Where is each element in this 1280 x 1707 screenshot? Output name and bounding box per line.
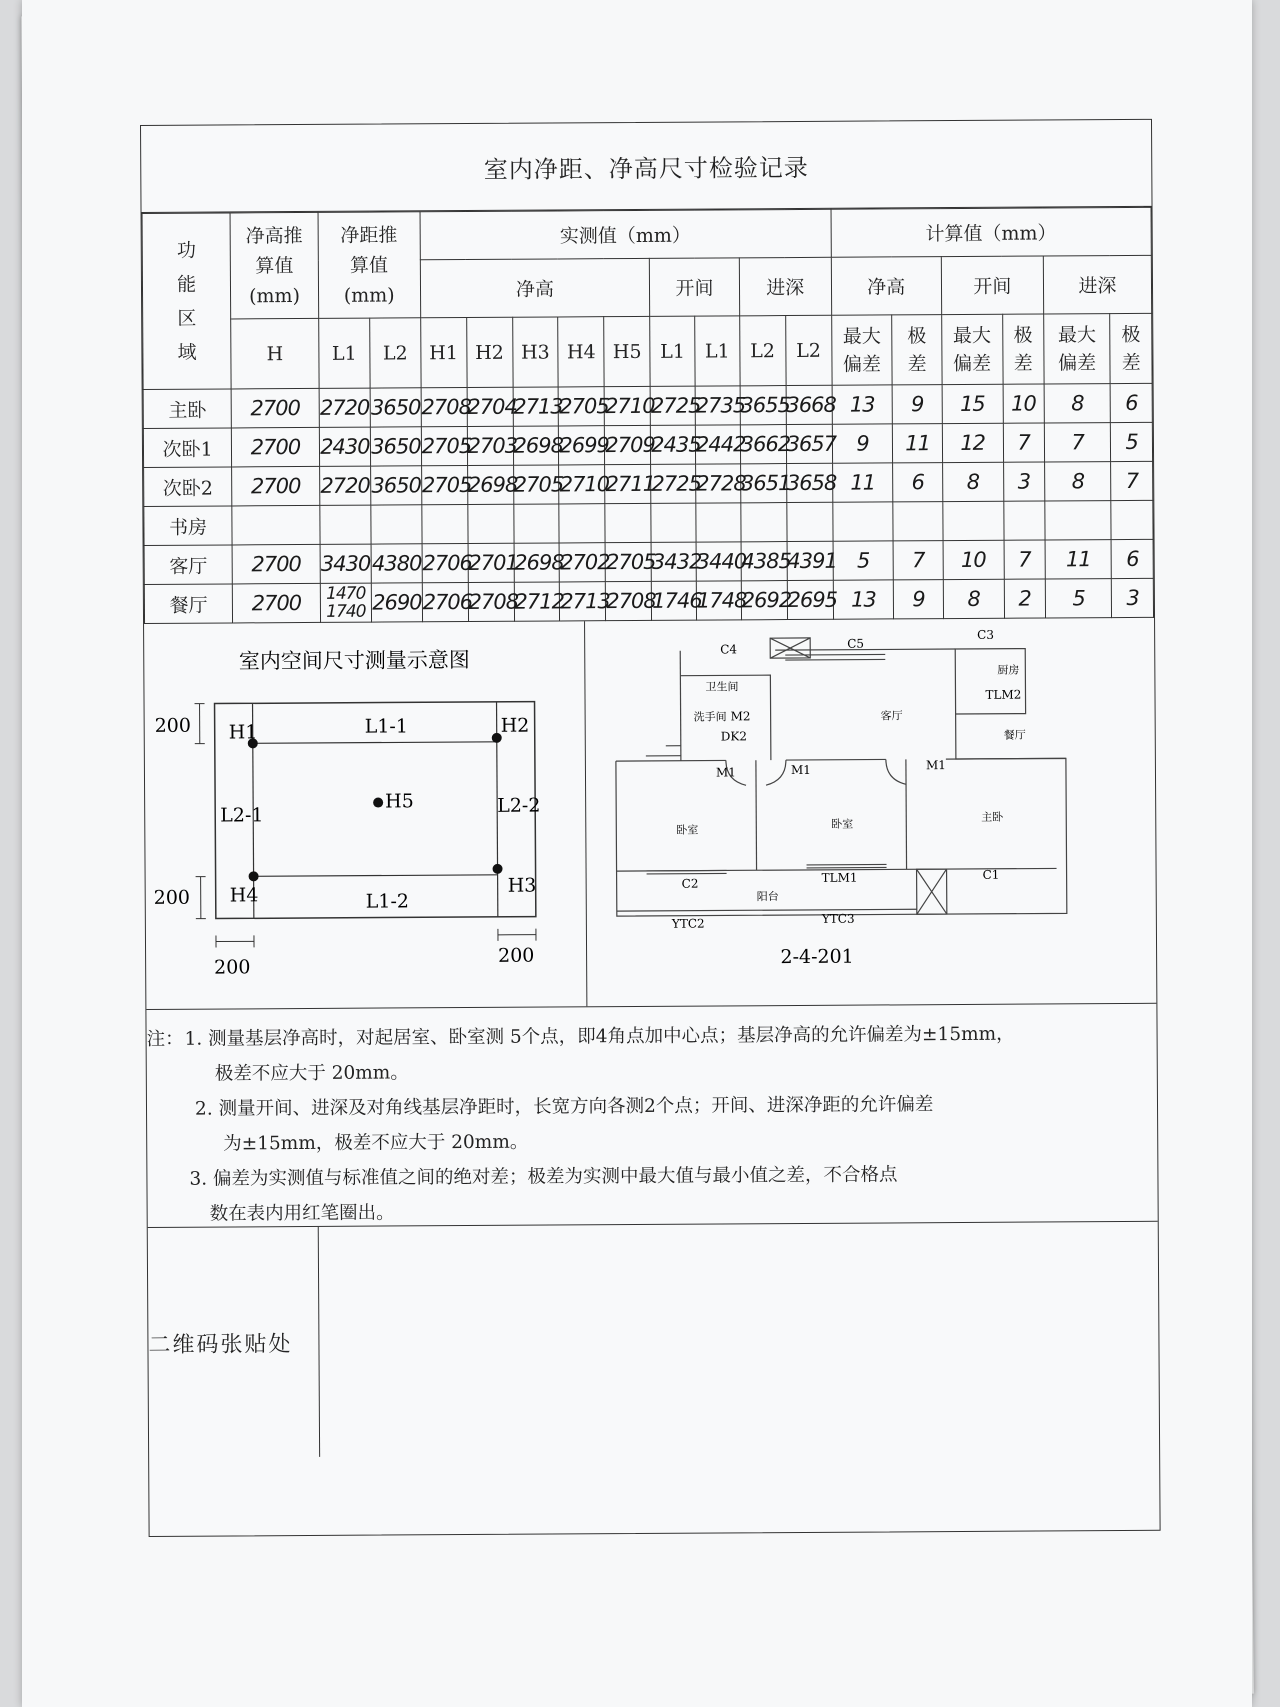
area-cell: 次卧1 [143,428,232,468]
value-cell: 2725 [651,464,696,503]
value-cell: 10 [943,540,1004,579]
value-cell: 2728 [696,464,741,503]
value-cell: 2720 [319,466,371,505]
value-cell: 2735 [695,386,740,425]
value-cell [1045,501,1112,540]
area-cell: 书房 [144,506,233,546]
value-cell: 3440 [696,542,741,581]
fp-c4: C4 [720,642,738,657]
value-cell: 7 [1003,423,1045,462]
max-dev-header: 最大 偏差 [831,315,892,385]
value-cell: 6 [893,463,943,502]
value-cell: 3650 [371,427,422,466]
area-cell: 客厅 [144,545,233,585]
fp-c1: C1 [982,867,1000,882]
h5-label: H5 [385,790,414,813]
measurement-diagram-svg [144,621,586,1009]
value-cell: 3650 [370,388,421,427]
value-cell: 15 [942,384,1003,423]
col-header: H [231,318,319,389]
value-cell: 2708 [421,388,467,427]
value-cell: 2698 [514,543,560,582]
measured-height-header: 净高 [420,258,650,317]
value-cell: 2442 [695,425,740,464]
value-cell: 2708 [468,582,514,621]
value-cell: 1746 [652,581,697,620]
value-cell: 11 [893,424,943,463]
value-cell: 2702 [560,543,606,582]
value-cell [893,502,943,541]
l22-label: L2-2 [497,794,541,817]
qr-section [148,1222,1159,1458]
value-cell: 4385 [741,542,787,581]
range-header: 极 差 [1110,313,1152,383]
table-row [144,578,1153,623]
floor-plan [585,618,1156,1006]
value-cell: 2700 [231,388,318,428]
value-cell: 12 [942,423,1003,462]
value-cell [232,505,319,545]
value-cell: 2709 [605,425,651,464]
col-header: H1 [420,318,466,388]
area-header: 功 能 区 域 [142,213,231,390]
col-header: L1 [318,318,370,388]
value-cell [741,503,787,542]
col-header: H4 [558,317,604,387]
fp-c5: C5 [847,636,865,651]
value-cell [605,503,651,542]
value-cell: 2700 [233,583,320,623]
value-cell: 2690 [372,583,423,622]
value-cell: 1748 [696,581,741,620]
value-cell: 3651 [740,464,786,503]
value-cell: 2695 [787,580,833,619]
value-cell: 2700 [232,544,319,584]
value-cell: 2698 [467,465,513,504]
value-cell: 3657 [786,424,832,463]
value-cell: 2435 [651,425,696,464]
value-cell: 3658 [786,463,832,502]
measurement-table [142,207,1154,624]
area-cell: 次卧2 [144,467,233,507]
value-cell: 13 [833,580,894,619]
note-3b: 数在表内用红笔圈出。 [209,1202,395,1225]
range-header: 极 差 [1002,314,1044,384]
fp-dining: 餐厅 [1003,728,1026,742]
value-cell [1111,500,1153,539]
value-cell: 7 [893,541,943,580]
value-cell: 13 [832,385,893,424]
value-cell: 2720 [319,388,371,427]
fp-master: 主卧 [981,810,1004,824]
value-cell [832,502,893,541]
value-cell: 2701 [468,543,514,582]
value-cell: 2704 [467,387,513,426]
value-cell: 2430 [319,427,371,466]
value-cell: 2713 [513,387,559,426]
value-cell: 2699 [559,426,605,465]
value-cell: 4391 [787,541,833,580]
fp-tlm2: TLM2 [985,687,1022,702]
fp-wash: 洗手间 [693,710,727,724]
diagram-title: 室内空间尺寸测量示意图 [238,647,470,674]
diagram-section [144,618,1156,1010]
value-cell: 2705 [421,427,467,466]
value-cell: 8 [1044,384,1111,423]
note-3a: 3. 偏差为实测值与标准值之间的绝对差；极差为实测中最大值与最小值之差，不合格点 [189,1164,898,1190]
h3-label: H3 [507,874,537,897]
inspection-form [140,119,1161,1537]
fp-kitchen: 厨房 [997,663,1020,677]
fp-m1a: M1 [715,765,736,780]
value-cell [467,504,513,543]
value-cell [696,503,741,542]
value-cell: 2712 [514,582,560,621]
dim-200-bottom: 200 [153,886,191,909]
measured-header: 实测值（mm） [420,209,831,260]
col-header: H2 [466,317,512,387]
value-cell: 8 [1044,462,1111,501]
fp-dk2: DK2 [720,729,748,744]
value-cell: 11 [1045,540,1112,579]
height-est-header: 净高推 算值 (mm) [230,212,318,319]
dist-est-header: 净距推 算值 (mm) [318,212,421,319]
calc-depth-header: 进深 [1043,255,1151,314]
calc-height-header: 净高 [831,257,942,316]
measured-bay-header: 开间 [650,258,740,317]
col-header: H5 [604,316,650,386]
dim-200-left: 200 [214,956,251,979]
value-cell: 3 [1003,462,1045,501]
value-cell: 3 [1112,578,1154,617]
value-cell [943,501,1004,540]
value-cell: 7 [1004,540,1046,579]
value-cell: 10 [1003,384,1045,423]
note-2a: 2. 测量开间、进深及对角线基层净距时，长宽方向各测2个点；开间、进深净距的允许偏差 [194,1094,934,1120]
value-cell: 2705 [513,465,559,504]
value-cell: 2711 [605,464,651,503]
value-cell: 2706 [422,544,468,583]
h4-label: H4 [229,884,259,907]
col-header: L2 [785,315,831,385]
value-cell: 5 [1111,422,1153,461]
value-cell: 6 [1111,383,1153,422]
value-cell: 2703 [467,426,513,465]
value-cell: 7 [1111,461,1153,500]
value-cell [513,504,559,543]
max-dev-header: 最大 偏差 [941,314,1002,384]
value-cell: 2713 [560,582,606,621]
note-2b: 为±15mm，极差不应大于 20mm。 [223,1131,529,1155]
value-cell [371,505,422,544]
value-cell: 3432 [651,542,696,581]
value-cell: 1470 1740 [320,583,372,622]
calculated-header: 计算值（mm） [831,207,1152,257]
value-cell [1003,501,1045,540]
value-cell [422,505,468,544]
form-title: 室内净距、净高尺寸检验记录 [141,120,1152,213]
l21-label: L2-1 [220,804,264,827]
value-cell: 3650 [371,466,422,505]
value-cell: 8 [942,462,1003,501]
col-header: L2 [739,316,785,386]
value-cell: 9 [894,580,944,619]
value-cell: 3662 [740,425,786,464]
max-dev-header: 最大 偏差 [1044,314,1111,384]
col-header: H3 [512,317,558,387]
fp-c2: C2 [681,876,699,891]
value-cell: 3668 [786,385,832,424]
area-cell: 主卧 [143,389,232,429]
area-cell: 餐厅 [144,584,233,624]
value-cell: 3655 [740,386,786,425]
value-cell: 6 [1112,539,1154,578]
measurement-diagram [144,621,587,1009]
h2-label: H2 [500,714,530,737]
note-1a: 1. 测量基层净高时，对起居室、卧室测 5个点，即4角点加中心点；基层净高的允许偏差为±15mm， [184,1023,1015,1050]
qr-label: 二维码张贴处 [148,1227,320,1458]
value-cell: 11 [832,463,893,502]
table-row [143,383,1152,428]
fp-ytc2: YTC2 [671,916,705,931]
value-cell: 2698 [513,426,559,465]
fp-caption: 2-4-201 [780,945,854,969]
measured-depth-header: 进深 [739,257,831,316]
calc-bay-header: 开间 [941,256,1043,315]
value-cell: 8 [943,579,1004,618]
notes-prefix: 注： [146,1028,184,1050]
value-cell: 5 [1045,579,1112,618]
fp-tlm1: TLM1 [821,870,858,885]
fp-bath: 卫生间 [705,680,739,694]
fp-m2: M2 [730,709,751,724]
fp-m1c: M1 [925,758,946,773]
table-row [143,422,1152,467]
note-1b: 极差不应大于 20mm。 [214,1062,409,1085]
value-cell: 2710 [559,465,605,504]
value-cell: 2708 [606,581,652,620]
value-cell: 2705 [421,466,467,505]
table-row [144,500,1153,545]
dim-200-top: 200 [154,714,192,737]
col-header: L2 [370,318,421,388]
value-cell [787,502,833,541]
value-cell: 5 [833,541,894,580]
value-cell: 4380 [371,544,422,583]
fp-bed1: 卧室 [676,823,699,837]
value-cell: 2710 [604,386,650,425]
value-cell: 2700 [232,466,319,506]
value-cell: 2705 [605,542,651,581]
table-row [144,461,1153,506]
dim-200-right: 200 [498,944,535,967]
fp-balcony: 阳台 [756,890,779,904]
notes-section [146,1004,1157,1228]
h1-label: H1 [228,721,258,744]
value-cell: 7 [1044,423,1111,462]
value-cell: 9 [893,385,943,424]
fp-bed2: 卧室 [831,817,854,831]
qr-area [319,1222,1159,1457]
value-cell: 2725 [650,386,695,425]
table-row [144,539,1153,584]
fp-ytc3: YTC3 [821,911,855,926]
col-header: L1 [695,316,740,386]
value-cell: 2700 [232,427,319,467]
value-cell: 2 [1004,579,1046,618]
value-cell: 2705 [559,387,605,426]
value-cell: 9 [832,424,893,463]
range-header: 极 差 [892,315,942,385]
value-cell: 2706 [422,583,468,622]
fp-c3: C3 [977,627,995,642]
value-cell [651,503,696,542]
value-cell [319,505,371,544]
fp-living: 客厅 [880,709,903,723]
fp-m1b: M1 [790,762,811,778]
l12-label: L1-2 [365,890,410,913]
value-cell [559,504,605,543]
value-cell: 3430 [320,544,372,583]
col-header: L1 [650,316,695,386]
l11-label: L1-1 [364,715,408,738]
floor-plan-svg [585,618,1153,1006]
value-cell: 2692 [741,581,787,620]
